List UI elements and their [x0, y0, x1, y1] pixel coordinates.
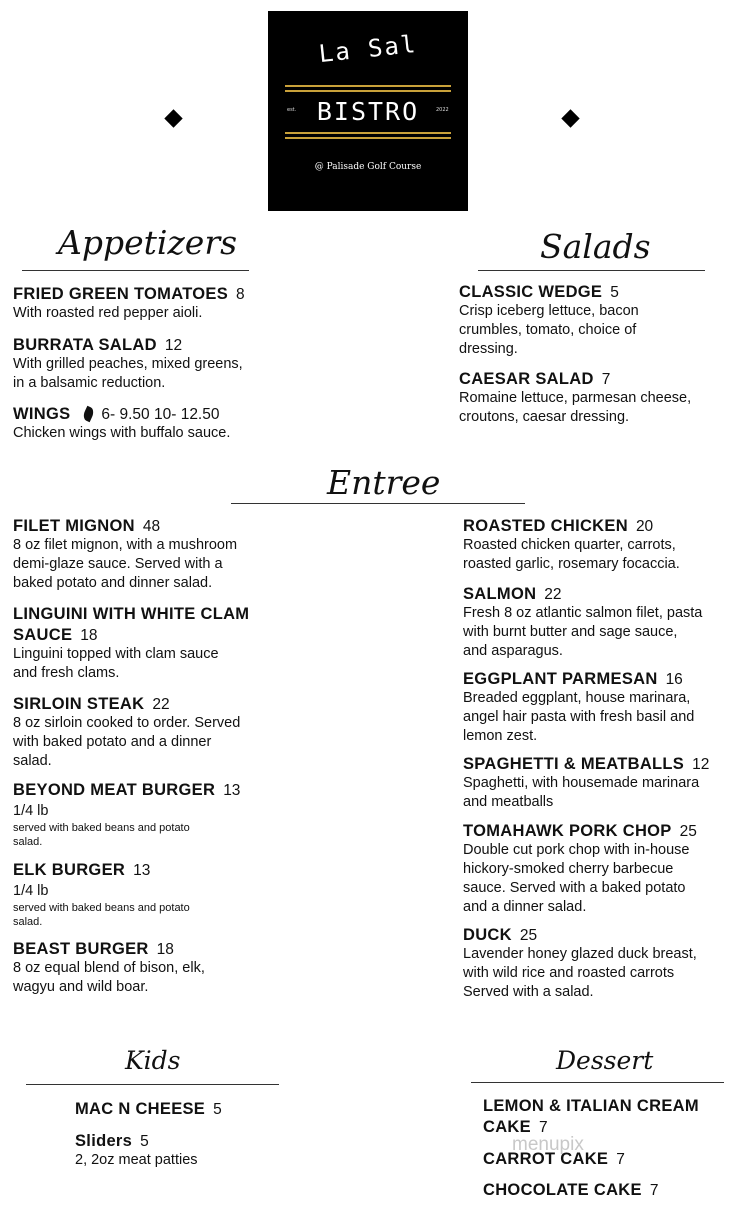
logo-subtitle: @ Palisade Golf Course	[314, 162, 422, 172]
logo-name: La Sal	[317, 29, 419, 69]
divider	[26, 1084, 279, 1085]
menu-item-salmon: SALMON 22 Fresh 8 oz atlantic salmon filet, pasta with burnt butter and sage sauce, and asparagus.	[463, 585, 703, 659]
menu-item-lemon-italian-cream-cake: LEMON & ITALIAN CREAM CAKE 7	[483, 1097, 699, 1136]
menu-item-classic-wedge: CLASSIC WEDGE 5 Crisp iceberg lettuce, bacon crumbles, tomato, choice of dressing.	[459, 283, 639, 357]
menu-item-carrot-cake: CARROT CAKE 7	[483, 1150, 625, 1168]
menu-item-caesar-salad: CAESAR SALAD 7 Romaine lettuce, parmesan cheese, croutons, caesar dressing.	[459, 370, 692, 425]
menu-item-fried-green-tomatoes: FRIED GREEN TOMATOES 8 With roasted red pepper aioli.	[13, 285, 245, 321]
diamond-icon	[164, 109, 182, 127]
menu-item-duck: DUCK 25 Lavender honey glazed duck breast, with wild rice and roasted carrots Served with a salad.	[463, 926, 697, 1000]
menu-item-filet-mignon: FILET MIGNON 48 8 oz filet mignon, with a mushroom demi-glaze sauce. Served with a baked potato and dinner salad.	[13, 517, 238, 591]
menu-item-spaghetti-meatballs: SPAGHETTI & MEATBALLS 12 Spaghetti, with housemade marinara and meatballs	[463, 755, 710, 810]
menu-item-sliders: Sliders 5 2, 2oz meat patties	[75, 1132, 198, 1168]
menu-item-elk-burger: ELK BURGER 13 1/4 lb served with baked beans and potato salad.	[13, 861, 190, 928]
menu-item-mac-n-cheese: MAC N CHEESE 5	[75, 1100, 222, 1118]
section-title-salads: Salads	[540, 227, 651, 266]
chili-pepper-icon	[82, 406, 96, 422]
divider	[231, 503, 525, 504]
diamond-icon	[561, 109, 579, 127]
menu-item-sirloin-steak: SIRLOIN STEAK 22 8 oz sirloin cooked to order. Served with baked potato and a dinner salad.	[13, 695, 241, 769]
logo-est-label: est.	[287, 107, 297, 113]
menu-item-eggplant-parmesan: EGGPLANT PARMESAN 16 Breaded eggplant, house marinara, angel hair pasta with fresh basil and lemon zest.	[463, 670, 695, 744]
menu-item-tomahawk-pork-chop: TOMAHAWK PORK CHOP 25 Double cut pork chop with in-house hickory-smoked cherry barbecue sauce. Served with a baked potato and a dinner salad.	[463, 822, 697, 915]
section-title-dessert: Dessert	[556, 1046, 654, 1075]
watermark: menupix	[512, 1134, 584, 1155]
menu-item-chocolate-cake: CHOCOLATE CAKE 7	[483, 1181, 659, 1199]
logo-title: BISTRO	[316, 97, 420, 126]
section-title-kids: Kids	[125, 1046, 181, 1075]
restaurant-logo	[268, 11, 468, 211]
menu-item-beast-burger: BEAST BURGER 18 8 oz equal blend of bison, elk, wagyu and wild boar.	[13, 940, 205, 995]
menu-item-linguini-white-clam: LINGUINI WITH WHITE CLAM SAUCE 18 Linguini topped with clam sauce and fresh clams.	[13, 605, 250, 681]
divider	[22, 270, 249, 271]
menu-item-roasted-chicken: ROASTED CHICKEN 20 Roasted chicken quarter, carrots, roasted garlic, rosemary focaccia.	[463, 517, 680, 572]
divider	[471, 1082, 724, 1083]
menu-item-burrata-salad: BURRATA SALAD 12 With grilled peaches, mixed greens, in a balsamic reduction.	[13, 336, 243, 391]
logo-est-year: 2022	[436, 107, 449, 113]
menu-item-wings: WINGS 6- 9.50 10- 12.50 Chicken wings with buffalo sauce.	[13, 405, 231, 441]
menu-item-beyond-meat-burger: BEYOND MEAT BURGER 13 1/4 lb served with baked beans and potato salad.	[13, 781, 241, 848]
section-title-entree: Entree	[327, 463, 441, 502]
divider	[478, 270, 705, 271]
section-title-appetizers: Appetizers	[58, 223, 238, 262]
